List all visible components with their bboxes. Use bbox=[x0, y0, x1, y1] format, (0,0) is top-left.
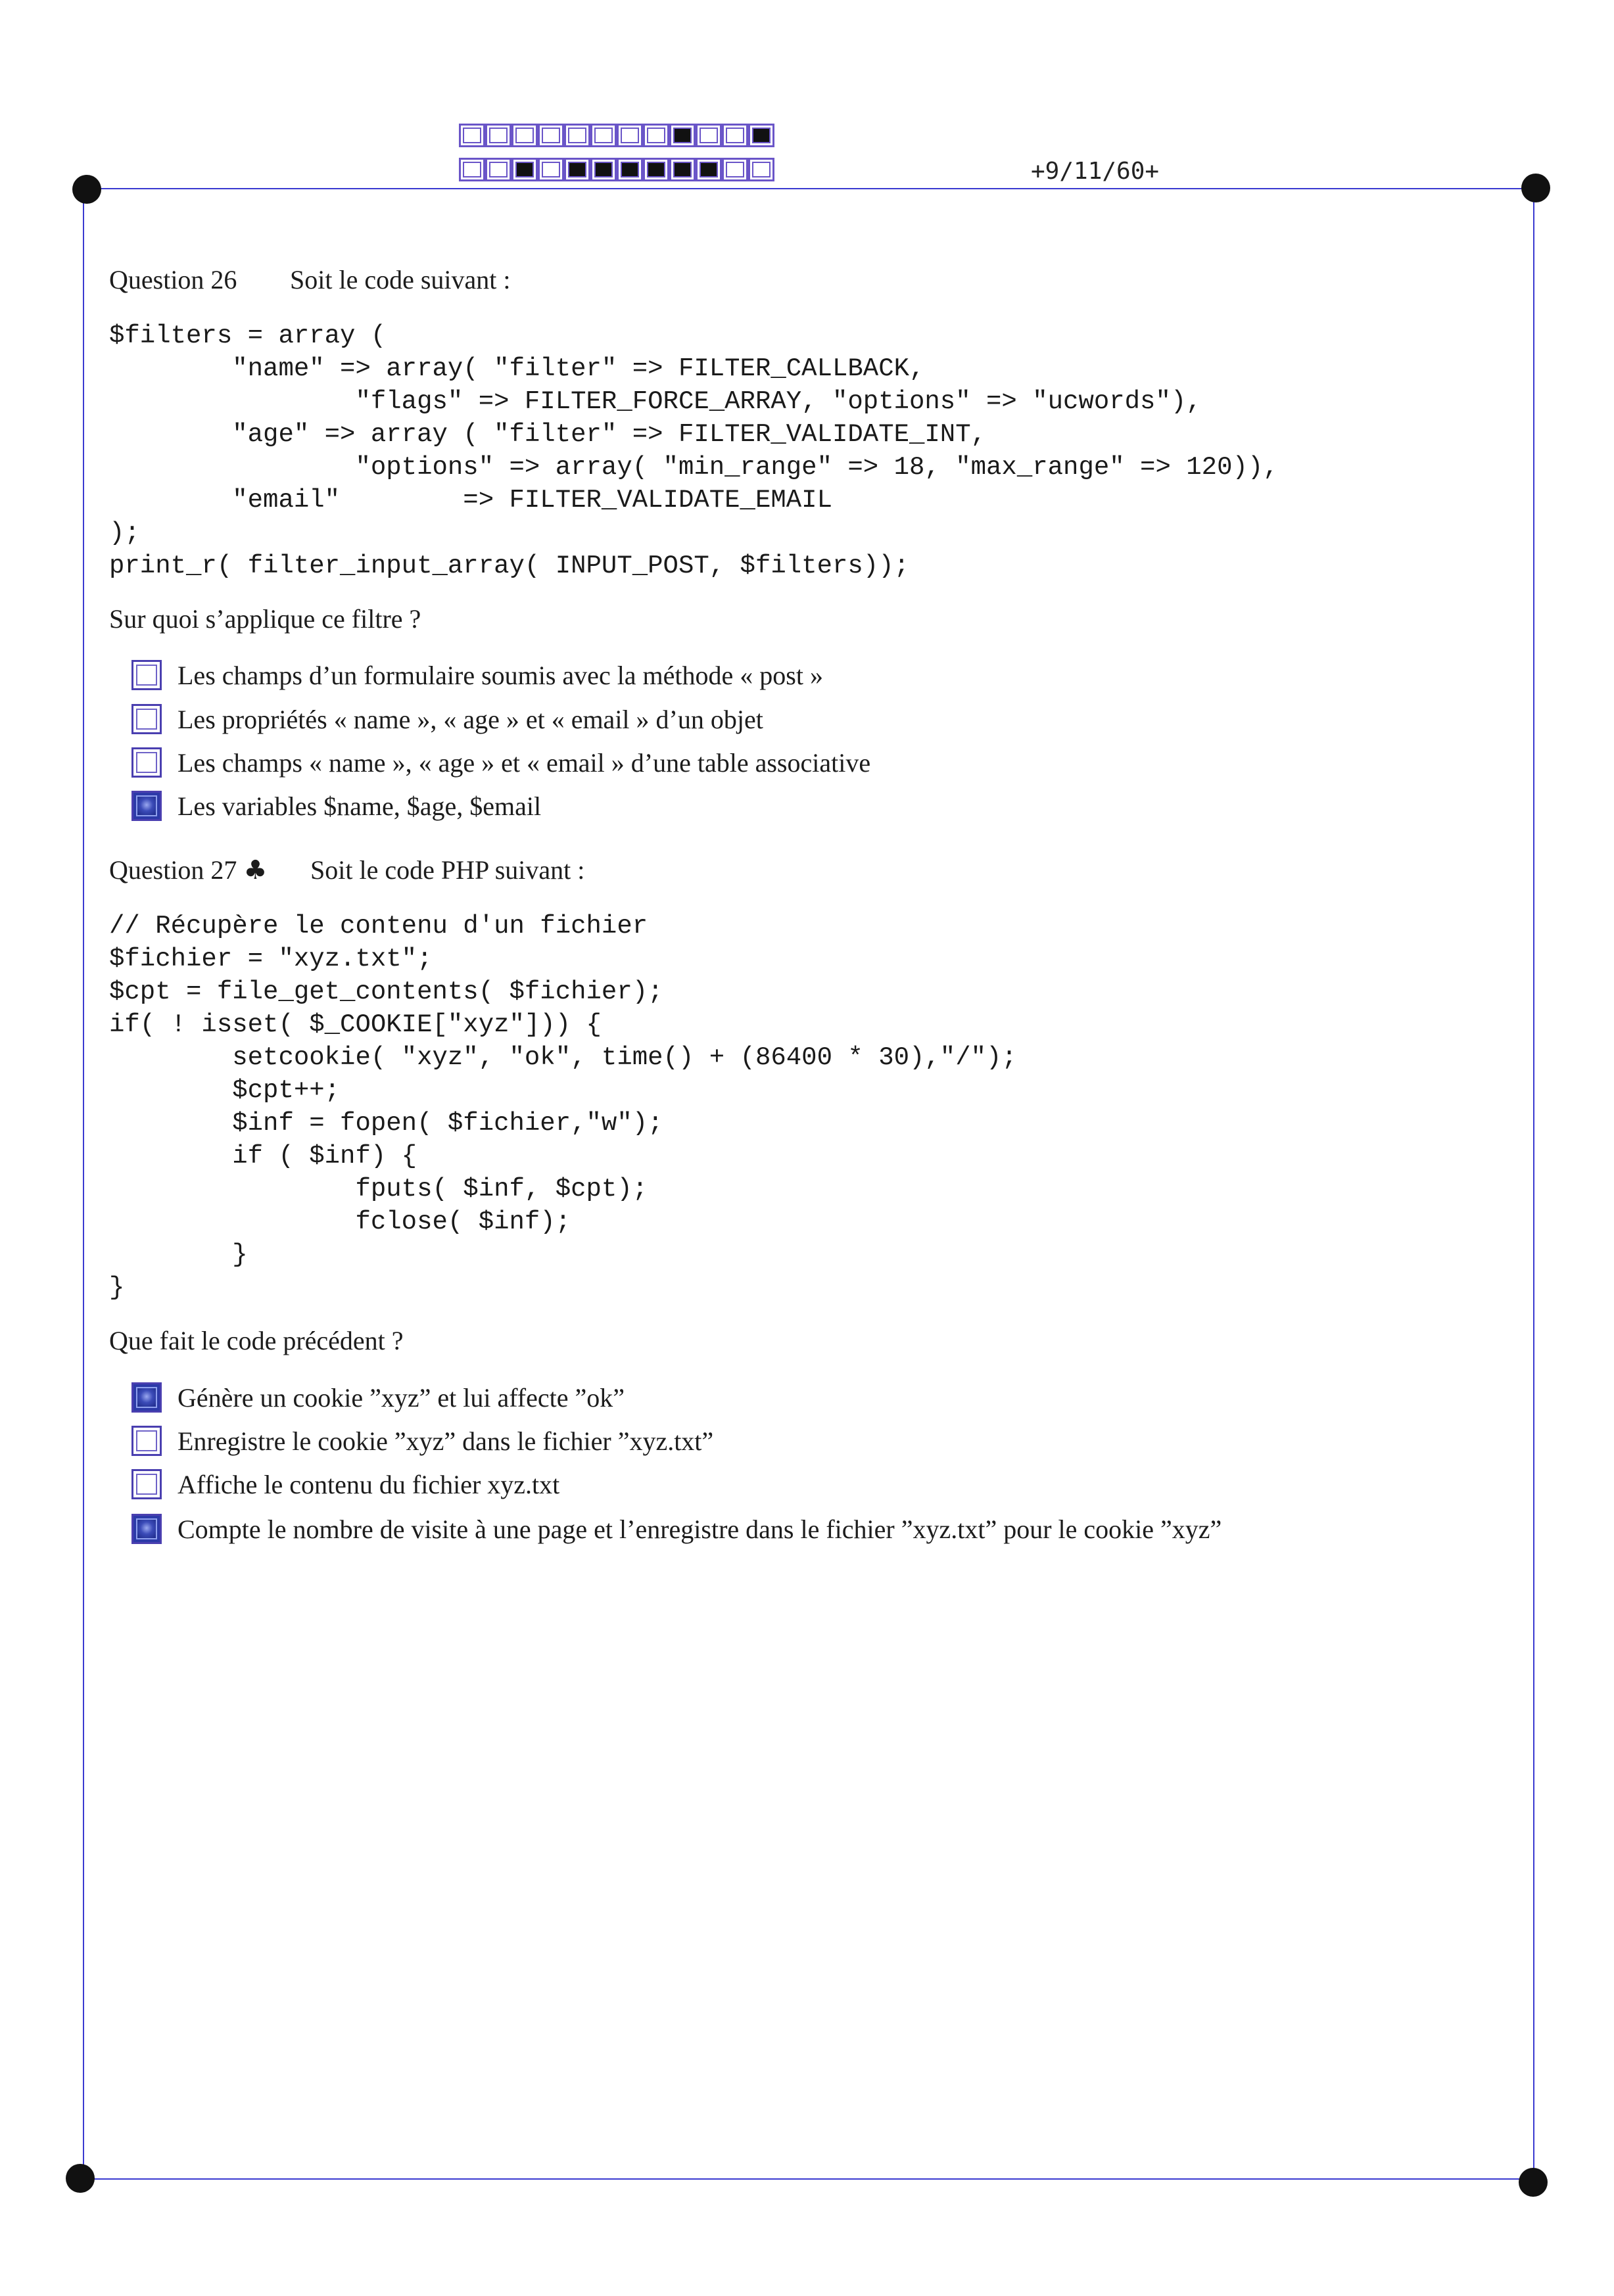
code-line: $cpt++; bbox=[109, 1076, 341, 1105]
checkbox[interactable] bbox=[131, 747, 162, 778]
barcode-row-2-cell bbox=[538, 158, 564, 181]
code-line: } bbox=[109, 1273, 125, 1302]
barcode-row-1-cell bbox=[669, 124, 696, 147]
code-line: $cpt = file_get_contents( $fichier); bbox=[109, 977, 663, 1006]
corner-marker-top-left bbox=[72, 175, 101, 204]
code-line: // Récupère le contenu d'un fichier bbox=[109, 912, 648, 941]
frame-bottom-line bbox=[80, 2178, 1536, 2180]
barcode-row-1-cell bbox=[564, 124, 590, 147]
question27-answer-4[interactable] bbox=[131, 1512, 1222, 1546]
barcode-row-2-cell bbox=[485, 158, 511, 181]
barcode-row-1-cell bbox=[722, 124, 748, 147]
barcode-row-2-cell bbox=[696, 158, 722, 181]
code-line: setcookie( "xyz", "ok", time() + (86400 * 30),"/"); bbox=[109, 1043, 1017, 1072]
question27-answer-3[interactable] bbox=[131, 1467, 559, 1501]
barcode-row-2-cell bbox=[748, 158, 774, 181]
barcode-row-1-cell bbox=[748, 124, 774, 147]
code-line: $fichier = "xyz.txt"; bbox=[109, 945, 433, 973]
page-identifier: +9/11/60+ bbox=[1031, 158, 1160, 185]
answer-label: Affiche le contenu du fichier xyz.txt bbox=[178, 1469, 560, 1499]
answer-label: Les variables $name, $age, $email bbox=[178, 791, 542, 821]
barcode-row-1-cell bbox=[538, 124, 564, 147]
barcode-row-2-cell bbox=[459, 158, 485, 181]
code-line: if ( $inf) { bbox=[109, 1142, 417, 1171]
code-line: $inf = fopen( $fichier,"w"); bbox=[109, 1109, 663, 1138]
checked-checkbox[interactable] bbox=[131, 791, 162, 821]
barcode-row-1-cell bbox=[590, 124, 617, 147]
corner-marker-bottom-right bbox=[1519, 2168, 1548, 2197]
question-27-prompt: Que fait le code précédent ? bbox=[109, 1326, 404, 1355]
checkbox[interactable] bbox=[131, 1469, 162, 1499]
question-27-code bbox=[109, 910, 1017, 1304]
barcode-row-2-cell bbox=[643, 158, 669, 181]
answer-label: Compte le nombre de visite à une page et l’enregistre dans le fichier ”xyz.txt” pour le cookie ”xyz” bbox=[178, 1514, 1222, 1544]
barcode-row-2-cell bbox=[564, 158, 590, 181]
checkbox[interactable] bbox=[131, 660, 162, 690]
barcode-row-1-cell bbox=[617, 124, 643, 147]
code-line: ); bbox=[109, 519, 140, 548]
barcode-row-1 bbox=[459, 124, 774, 147]
checked-checkbox[interactable] bbox=[131, 1514, 162, 1544]
answer-label: Les propriétés « name », « age » et « email » d’un objet bbox=[178, 704, 763, 734]
barcode-row-2-cell bbox=[669, 158, 696, 181]
frame-right-line bbox=[1533, 188, 1534, 2180]
code-line: "flags" => FILTER_FORCE_ARRAY, "options" => "ucwords"), bbox=[109, 387, 1202, 416]
barcode-row-2-cell bbox=[511, 158, 538, 181]
code-line: fputs( $inf, $cpt); bbox=[109, 1175, 648, 1204]
barcode-row-1-cell bbox=[643, 124, 669, 147]
question26-answer-2[interactable] bbox=[131, 702, 763, 736]
club-icon: ♣ bbox=[243, 855, 268, 885]
question26-answer-3[interactable] bbox=[131, 745, 870, 780]
barcode-row-1-cell bbox=[485, 124, 511, 147]
barcode-row-2-cell bbox=[722, 158, 748, 181]
barcode-row-2-cell bbox=[617, 158, 643, 181]
barcode-row-1-cell bbox=[459, 124, 485, 147]
question-27-label: Question 27 bbox=[109, 855, 237, 885]
question-26-prompt: Sur quoi s’applique ce filtre ? bbox=[109, 604, 421, 634]
code-line: $filters = array ( bbox=[109, 321, 387, 350]
code-line: print_r( filter_input_array( INPUT_POST, $filters)); bbox=[109, 551, 909, 580]
barcode-row-2 bbox=[459, 158, 774, 181]
question-26-label: Question 26 bbox=[109, 265, 237, 294]
question-26-intro: Soit le code suivant : bbox=[290, 265, 511, 294]
question-26-code bbox=[109, 319, 1279, 582]
checkbox[interactable] bbox=[131, 704, 162, 734]
code-line: } bbox=[109, 1240, 248, 1269]
code-line: "email" => FILTER_VALIDATE_EMAIL bbox=[109, 486, 832, 515]
code-line: "name" => array( "filter" => FILTER_CALLBACK, bbox=[109, 354, 925, 383]
frame-left-line bbox=[83, 188, 84, 2180]
question26-answer-1[interactable] bbox=[131, 658, 823, 692]
checkbox[interactable] bbox=[131, 1426, 162, 1456]
barcode-row-2-cell bbox=[590, 158, 617, 181]
question-27-heading bbox=[109, 855, 585, 885]
answer-label: Les champs d’un formulaire soumis avec la méthode « post » bbox=[178, 660, 823, 690]
question27-answer-2[interactable] bbox=[131, 1424, 713, 1458]
checked-checkbox[interactable] bbox=[131, 1382, 162, 1413]
corner-marker-top-right bbox=[1521, 174, 1550, 202]
question26-answer-4[interactable] bbox=[131, 789, 541, 823]
question-27-intro: Soit le code PHP suivant : bbox=[310, 855, 585, 885]
code-line: if( ! isset( $_COOKIE["xyz"])) { bbox=[109, 1010, 602, 1039]
answer-label: Enregistre le cookie ”xyz” dans le fichier ”xyz.txt” bbox=[178, 1426, 714, 1456]
barcode-row-1-cell bbox=[511, 124, 538, 147]
code-line: "options" => array( "min_range" => 18, "max_range" => 120)), bbox=[109, 453, 1279, 482]
frame-top-line bbox=[87, 188, 1537, 189]
answer-label: Les champs « name », « age » et « email » d’une table associative bbox=[178, 747, 871, 778]
code-line: "age" => array ( "filter" => FILTER_VALIDATE_INT, bbox=[109, 420, 987, 449]
corner-marker-bottom-left bbox=[66, 2164, 95, 2193]
barcode-row-1-cell bbox=[696, 124, 722, 147]
answer-label: Génère un cookie ”xyz” et lui affecte ”ok” bbox=[178, 1382, 625, 1413]
question-26-heading bbox=[109, 264, 511, 295]
code-line: fclose( $inf); bbox=[109, 1207, 571, 1236]
question27-answer-1[interactable] bbox=[131, 1380, 625, 1415]
